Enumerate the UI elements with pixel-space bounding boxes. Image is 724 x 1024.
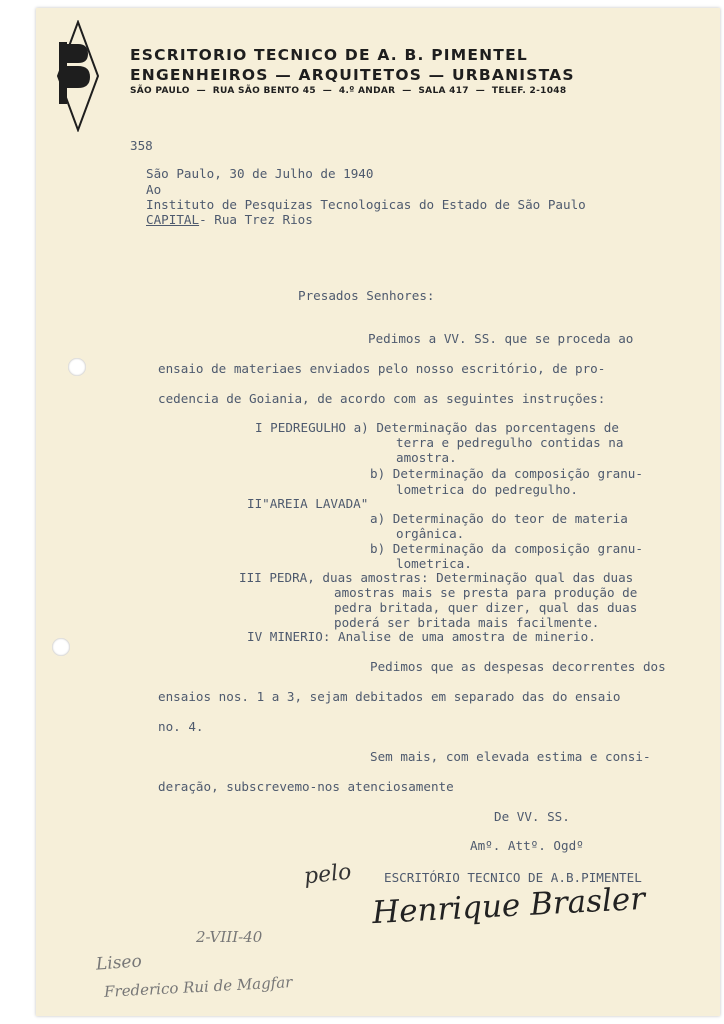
- pencil-name: Frederico Rui de Magfar: [103, 973, 293, 1001]
- recipient-to: Ao: [146, 182, 162, 197]
- recipient-capital: CAPITAL: [146, 212, 200, 227]
- letterhead-professions: ENGENHEIROS — ARQUITETOS — URBANISTAS: [130, 66, 575, 84]
- item-4-line: IV MINERIO: Analise de uma amostra de minerio.: [247, 629, 596, 644]
- item-2-line: a) Determinação do teor de materia: [370, 511, 628, 526]
- body-line: ensaio de materiaes enviados pelo nosso escritório, de pro-: [158, 361, 606, 376]
- item-3-line: poderá ser britada mais facilmente.: [334, 615, 600, 630]
- letterhead-address: SÃO PAULO — RUA SÃO BENTO 45 — 4.º ANDAR — SALA 417 — TELEF. 2-1048: [130, 86, 567, 96]
- item-3-line: III PEDRA, duas amostras: Determinação qual das duas: [239, 570, 634, 585]
- item-3-line: amostras mais se presta para produção de: [334, 585, 638, 600]
- pencil-initials: Liseo: [95, 951, 143, 975]
- body-line: Sem mais, com elevada estima e consi-: [370, 749, 651, 764]
- punch-hole: [52, 638, 70, 656]
- recipient-street: - Rua Trez Rios: [199, 212, 313, 227]
- closing-de: De VV. SS.: [494, 809, 570, 824]
- signature: Henrique Brasler: [371, 880, 646, 932]
- item-2-line: b) Determinação da composição granu-: [370, 541, 643, 556]
- body-line: no. 4.: [158, 719, 204, 734]
- item-1-line: lometrica do pedregulho.: [396, 482, 578, 497]
- item-2-line: orgânica.: [396, 526, 465, 541]
- item-1-line: b) Determinação da composição granu-: [370, 466, 643, 481]
- body-line: cedencia de Goiania, de acordo com as seguintes instruções:: [158, 391, 606, 406]
- closing-firm: ESCRITÓRIO TECNICO DE A.B.PIMENTEL: [384, 870, 642, 885]
- item-3-line: pedra britada, quer dizer, qual das duas: [334, 600, 638, 615]
- item-1-line: terra e pedregulho contidas na: [396, 435, 624, 450]
- pelo-handwritten: pelo: [302, 859, 353, 890]
- item-2-line: II"AREIA LAVADA": [247, 496, 369, 511]
- body-line: Pedimos que as despesas decorrentes dos: [370, 659, 666, 674]
- salutation: Presados Senhores:: [298, 288, 435, 303]
- letterhead-firm-name: ESCRITORIO TECNICO DE A. B. PIMENTEL: [130, 46, 528, 64]
- item-1-line: I PEDREGULHO a) Determinação das porcentagens de: [255, 420, 619, 435]
- closing-amigos: Amº. Attº. Ogdº: [470, 838, 584, 853]
- item-2-line: lometrica.: [396, 556, 472, 571]
- recipient-institution: Instituto de Pesquizas Tecnologicas do Estado de São Paulo: [146, 197, 586, 212]
- body-line: deração, subscrevemo-nos atenciosamente: [158, 779, 454, 794]
- item-1-line: amostra.: [396, 450, 457, 465]
- date-line: São Paulo, 30 de Julho de 1940: [146, 166, 374, 181]
- body-line: Pedimos a VV. SS. que se proceda ao: [368, 331, 634, 346]
- pencil-date: 2-VIII-40: [196, 928, 263, 946]
- company-logo: [56, 20, 100, 132]
- reference-number: 358: [130, 138, 153, 153]
- body-line: ensaios nos. 1 a 3, sejam debitados em separado das do ensaio: [158, 689, 621, 704]
- punch-hole: [68, 358, 86, 376]
- recipient-city-address: [146, 212, 313, 227]
